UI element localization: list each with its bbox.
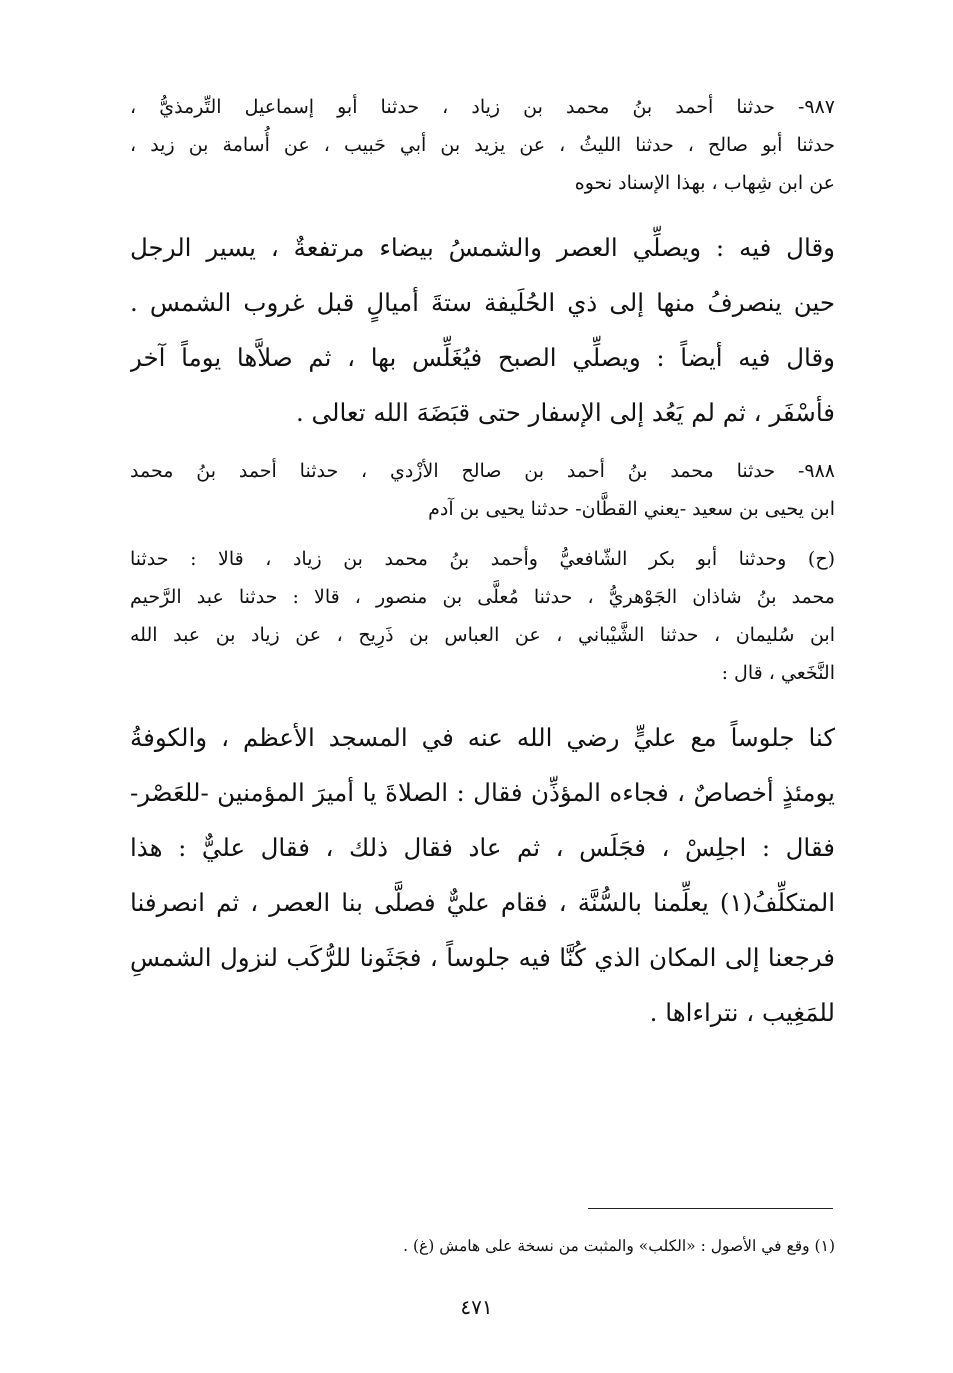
footnote-divider xyxy=(588,1208,833,1209)
text-line: المتكلِّفُ(١) يعلِّمنا بالسُّنَّة ، فقام عليٌّ فصلَّى بنا العصر ، ثم انصرفنا xyxy=(130,888,835,917)
text-line: (ح) وحدثنا أبو بكر الشّافعيُّ وأحمد بنُ محمد بن زياد ، قالا : حدثنا xyxy=(130,548,835,570)
text-line: فقال : اجلِسْ ، فجَلَس ، ثم عاد فقال ذلك ، فقال عليٌّ : هذا xyxy=(130,833,835,862)
text-line: وقال فيه : ويصلِّي العصر والشمسُ بيضاء مرتفعةٌ ، يسير الرجل xyxy=(130,233,835,262)
text-line: حين ينصرفُ منها إلى ذي الحُلَيفة ستةَ أميالٍ قبل غروب الشمس . xyxy=(130,288,835,317)
text-line: محمد بنُ شاذان الجَوْهريُّ ، حدثنا مُعلَّى بن منصور ، قالا : حدثنا عبد الرَّحيم xyxy=(130,586,835,608)
hadith-988-text xyxy=(130,710,835,1040)
hadith-988-chain-alt xyxy=(130,540,835,692)
footnote: (١) وقع في الأصول : «الكلب» والمثبت من نسخة على هامش (غ) . xyxy=(403,1237,835,1255)
text-line: ٩٨٨- حدثنا محمد بنُ أحمد بن صالح الأزْدي ، حدثنا أحمد بنُ محمد xyxy=(130,460,835,482)
hadith-987-text xyxy=(130,220,835,440)
text-line: النَّخَعي ، قال : xyxy=(721,662,835,684)
text-line: فرجعنا إلى المكان الذي كُنَّا فيه جلوساً ، فجَثَونا للرُّكَب لنزول الشمسِ xyxy=(130,943,835,972)
hadith-987-chain xyxy=(130,88,835,202)
text-line: ابن سُليمان ، حدثنا الشَّيْباني ، عن العباس بن ذَرِيح ، عن زياد بن عبد الله xyxy=(130,624,835,646)
page-number: ٤٧١ xyxy=(460,1295,493,1319)
text-line: كنا جلوساً مع عليٍّ رضي الله عنه في المسجد الأعظم ، والكوفةُ xyxy=(130,723,835,752)
text-line: حدثنا أبو صالح ، حدثنا الليثُ ، عن يزيد بن أبي حَبيب ، عن أُسامة بن زيد ، xyxy=(130,134,835,156)
text-line: وقال فيه أيضاً : ويصلِّي الصبح فيُغَلِّس بها ، ثم صلاَّها يوماً آخر xyxy=(130,343,835,372)
text-line: للمَغِيب ، نتراءاها . xyxy=(649,998,835,1027)
text-line: يومئذٍ أخصاصٌ ، فجاءه المؤذِّن فقال : الصلاةَ يا أميرَ المؤمنين -للعَصْر- xyxy=(130,778,835,807)
page-body xyxy=(130,88,835,1040)
text-line: ابن يحيى بن سعيد -يعني القطَّان- حدثنا يحيى بن آدم xyxy=(428,498,835,520)
text-line: عن ابن شِهاب ، بهذا الإسناد نحوه xyxy=(574,172,835,194)
text-line: فأسْفَر ، ثم لم يَعُد إلى الإسفار حتى قبَضَهَ الله تعالى . xyxy=(295,398,835,427)
text-line: ٩٨٧- حدثنا أحمد بنُ محمد بن زياد ، حدثنا أبو إسماعيل التِّرمذيُّ ، xyxy=(130,96,835,118)
hadith-988-chain xyxy=(130,452,835,528)
